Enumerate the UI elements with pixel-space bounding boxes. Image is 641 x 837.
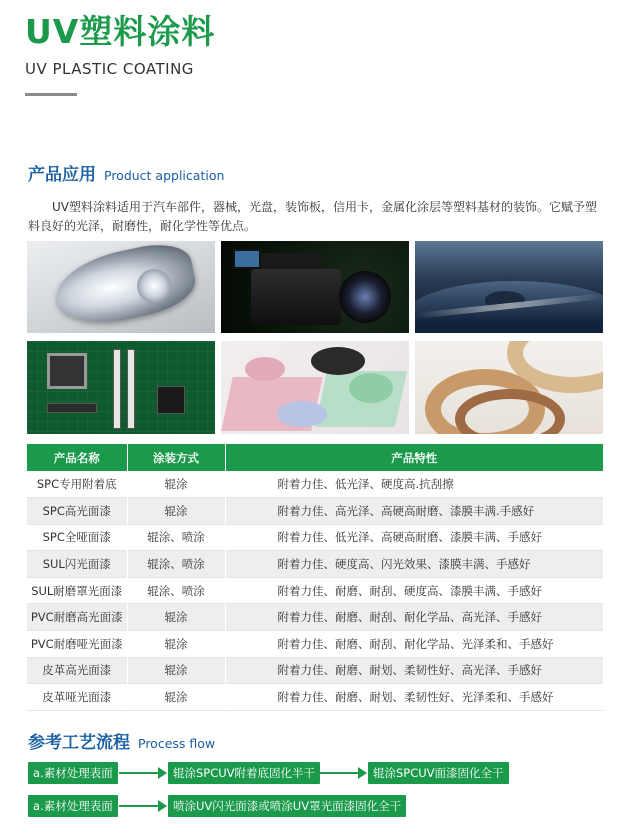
cell-product-name: SUL耐磨罩光面漆 [27,577,127,604]
table-row [27,604,603,631]
table-row [27,631,603,658]
cell-coating-method: 辊涂 [127,604,225,631]
cell-features: 附着力佳、耐磨、耐刮、耐化学品、高光泽、手感好 [225,604,603,631]
arrow-icon [119,795,167,817]
product-spec-table [27,444,603,711]
cell-features: 附着力佳、耐磨、耐刮、耐化学品、光泽柔和、手感好 [225,631,603,658]
table-header-row [27,444,603,471]
cell-coating-method: 辊涂 [127,684,225,711]
flow2-step1: a.素材处理表面 [28,795,118,817]
header-product-name: 产品名称 [27,444,127,471]
table-row [27,577,603,604]
flow1-step2: 辊涂SPCUV附着底固化半干 [168,762,320,784]
camera-photo [221,241,409,333]
cell-features: 附着力佳、耐磨、耐划、柔韧性好、光泽柔和、手感好 [225,684,603,711]
cell-features: 附着力佳、低光泽、高硬高耐磨、漆膜丰满、手感好 [225,524,603,551]
section-heading-en: Process flow [138,736,216,751]
cell-product-name: PVC耐磨高光面漆 [27,604,127,631]
table-row [27,657,603,684]
cell-product-name: 皮革哑光面漆 [27,684,127,711]
circuit-board-photo [27,341,215,434]
cell-coating-method: 辊涂、喷涂 [127,551,225,578]
flow1-step3: 辊涂SPCUV面漆固化全干 [368,762,509,784]
cell-features: 附着力佳、硬度高、闪光效果、漆膜丰满、手感好 [225,551,603,578]
cell-coating-method: 辊涂、喷涂 [127,524,225,551]
cell-product-name: SPC高光面漆 [27,498,127,525]
cell-coating-method: 辊涂 [127,471,225,498]
car-photo [415,241,603,333]
cell-features: 附着力佳、低光泽、硬度高.抗刮擦 [225,471,603,498]
header-coating-method: 涂装方式 [127,444,225,471]
cell-product-name: 皮革高光面漆 [27,657,127,684]
page-title: UV塑料涂料 [25,12,216,51]
cell-features: 附着力佳、耐磨、耐刮、硬度高、漆膜丰满、手感好 [225,577,603,604]
section-heading-en: Product application [104,168,225,183]
mouse-photo [221,341,409,434]
cell-coating-method: 辊涂、喷涂 [127,577,225,604]
cell-product-name: SPC专用附着底 [27,471,127,498]
intro-paragraph: UV塑料涂料适用于汽车部件，器械，光盘，装饰板，信用卡，金属化涂层等塑料基材的装饰。它赋予塑料良好的光泽，耐磨性，耐化学性等优点。 [28,200,597,233]
section-heading-process [28,728,215,753]
page-subtitle: UV PLASTIC COATING [25,60,194,78]
table-row [27,684,603,711]
edge-banding-photo [415,341,603,434]
table-row [27,498,603,525]
cell-product-name: PVC耐磨哑光面漆 [27,631,127,658]
section-heading-cn: 参考工艺流程 [28,733,130,753]
application-photo-grid [27,241,603,434]
title-divider [25,93,77,96]
arrow-icon [119,762,167,784]
flow1-step1: a.素材处理表面 [28,762,118,784]
cell-features: 附着力佳、高光泽、高硬高耐磨、漆膜丰满.手感好 [225,498,603,525]
cell-product-name: SPC全哑面漆 [27,524,127,551]
cell-coating-method: 辊涂 [127,631,225,658]
table-row [27,471,603,498]
cell-coating-method: 辊涂 [127,498,225,525]
flow2-step2: 喷涂UV闪光面漆或喷涂UV罩光面漆固化全干 [168,795,406,817]
section-heading-cn: 产品应用 [28,165,96,185]
arrow-icon [317,762,367,784]
cell-coating-method: 辊涂 [127,657,225,684]
section-heading-application [28,160,224,185]
cell-product-name: SUL闪光面漆 [27,551,127,578]
table-row [27,551,603,578]
header-product-features: 产品特性 [225,444,603,471]
headlight-photo [27,241,215,333]
cell-features: 附着力佳、耐磨、耐划、柔韧性好、高光泽、手感好 [225,657,603,684]
table-row [27,524,603,551]
